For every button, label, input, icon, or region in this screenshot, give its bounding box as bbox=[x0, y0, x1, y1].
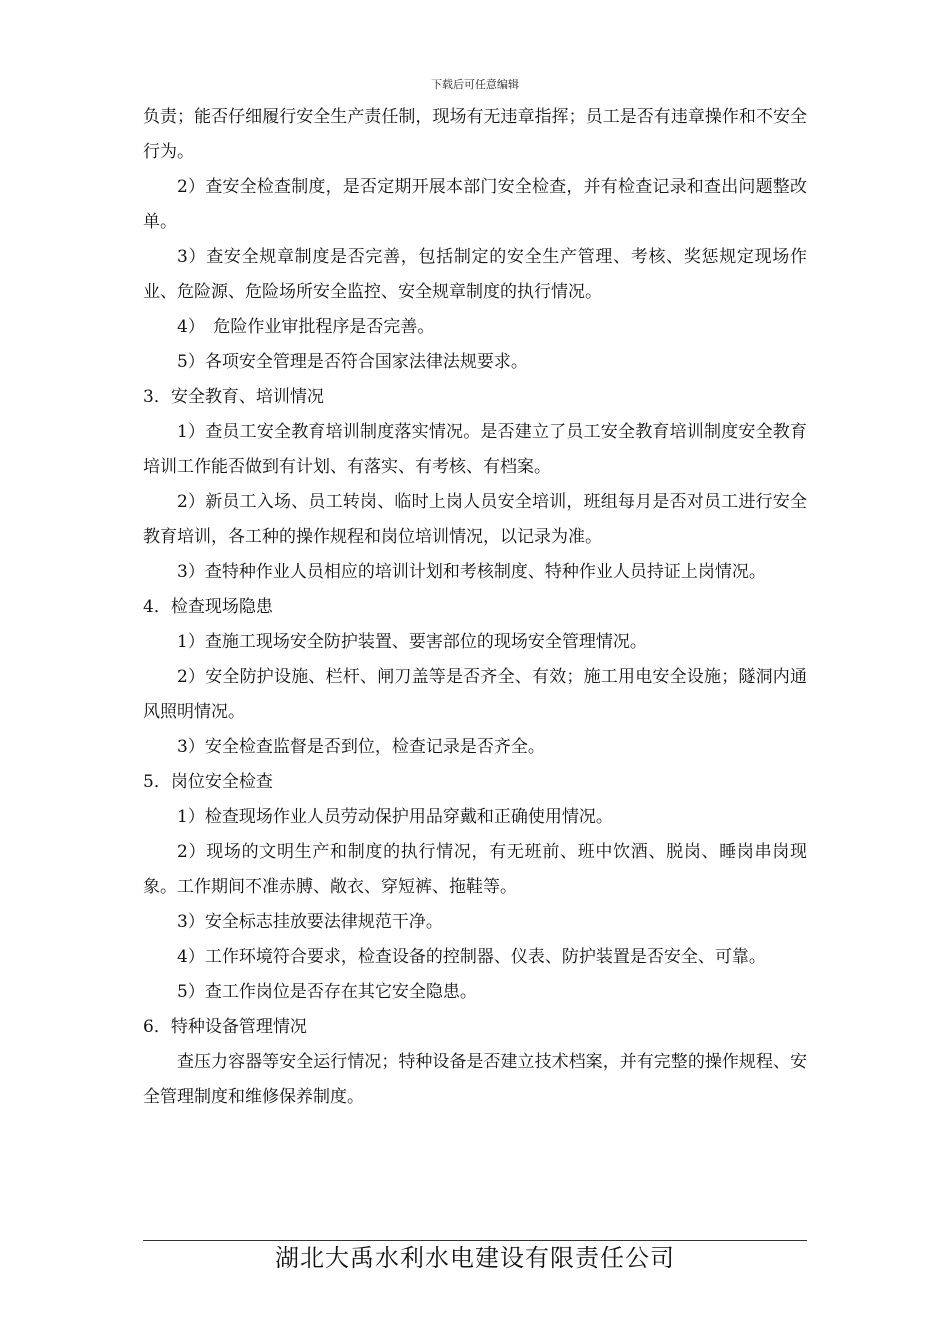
paragraph: 3）安全标志挂放要法律规范干净。 bbox=[177, 912, 443, 932]
section-heading: 4．检查现场隐患 bbox=[143, 597, 273, 617]
section-heading: 6．特种设备管理情况 bbox=[143, 1017, 307, 1037]
paragraph: 1）检查现场作业人员劳动保护用品穿戴和正确使用情况。 bbox=[177, 807, 613, 827]
paragraph: 3）查安全规章制度是否完善，包括制定的安全生产管理、考核、奖惩规定现场作业、危险源、危险场所安全监控、安全规章制度的执行情况。 bbox=[143, 247, 807, 302]
paragraph: 3）查特种作业人员相应的培训计划和考核制度、特种作业人员持证上岗情况。 bbox=[177, 562, 766, 582]
paragraph: 4）工作环境符合要求，检查设备的控制器、仪表、防护装置是否安全、可靠。 bbox=[177, 947, 766, 967]
paragraph: 1）查施工现场安全防护装置、要害部位的现场安全管理情况。 bbox=[177, 632, 647, 652]
section-heading: 3．安全教育、培训情况 bbox=[143, 387, 324, 407]
footer-company-name: 湖北大禹水利水电建设有限责任公司 bbox=[275, 1244, 675, 1272]
paragraph: 4） 危险作业审批程序是否完善。 bbox=[177, 317, 435, 337]
paragraph: 5）查工作岗位是否存在其它安全隐患。 bbox=[177, 982, 477, 1002]
section-heading: 5．岗位安全检查 bbox=[143, 772, 273, 792]
paragraph: 负责；能否仔细履行安全生产责任制，现场有无违章指挥；员工是否有违章操作和不安全行为。 bbox=[143, 107, 807, 162]
paragraph: 2）查安全检查制度，是否定期开展本部门安全检查，并有检查记录和查出问题整改单。 bbox=[143, 177, 807, 232]
paragraph: 2）新员工入场、员工转岗、临时上岗人员安全培训，班组每月是否对员工进行安全教育培训，各工种的操作规程和岗位培训情况，以记录为准。 bbox=[143, 492, 807, 547]
paragraph: 2）现场的文明生产和制度的执行情况，有无班前、班中饮酒、脱岗、睡岗串岗现象。工作期间不准赤膊、敞衣、穿短裤、拖鞋等。 bbox=[143, 842, 807, 897]
paragraph: 1）查员工安全教育培训制度落实情况。是否建立了员工安全教育培训制度安全教育培训工作能否做到有计划、有落实、有考核、有档案。 bbox=[143, 422, 807, 477]
paragraph: 3）安全检查监督是否到位，检查记录是否齐全。 bbox=[177, 737, 545, 757]
paragraph: 5）各项安全管理是否符合国家法律法规要求。 bbox=[177, 352, 528, 372]
paragraph: 2）安全防护设施、栏杆、闸刀盖等是否齐全、有效；施工用电安全设施；隧洞内通风照明情况。 bbox=[143, 667, 807, 722]
header-note: 下载后可任意编辑 bbox=[431, 78, 519, 91]
document-body bbox=[143, 100, 807, 1115]
paragraph: 查压力容器等安全运行情况；特种设备是否建立技术档案，并有完整的操作规程、安全管理制度和维修保养制度。 bbox=[143, 1052, 807, 1107]
